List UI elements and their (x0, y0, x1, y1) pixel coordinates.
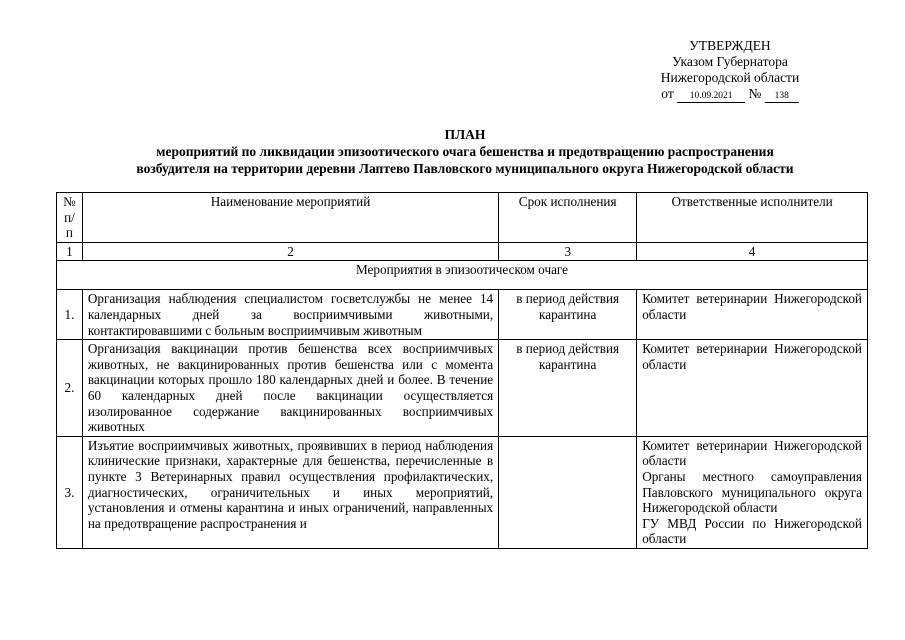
row-term: в период действия карантина (499, 290, 637, 340)
row-number: 3. (57, 436, 83, 548)
plan-subtitle-line2: возбудителя на территории деревни Лаптево Павловского муниципального округа Нижегородской области (136, 161, 794, 176)
column-number: 3 (499, 242, 637, 261)
section-title: Мероприятия в эпизоотическом очаге (57, 261, 868, 290)
column-number: 2 (82, 242, 498, 261)
table-row (57, 290, 868, 340)
header-term: Срок исполнения (499, 193, 637, 243)
header-number: № п/п (57, 193, 83, 243)
row-activity: Организация наблюдения специалистом госветслужбы не менее 14 календарных дней за восприимчивыми животными, контактировавшими с больным восприимчивым животным (82, 290, 498, 340)
approval-stamp (630, 38, 830, 103)
document-title (60, 126, 870, 177)
responsible-party: ГУ МВД России по Нижегородской области (642, 515, 862, 547)
row-term: в период действия карантина (499, 340, 637, 437)
plan-subtitle-line1: мероприятий по ликвидации эпизоотического очага бешенства и предотвращению распространения (156, 144, 774, 159)
header-activity: Наименование мероприятий (82, 193, 498, 243)
approval-decree: Указом Губернатора (672, 54, 788, 69)
section-row (57, 261, 868, 290)
responsible-party: Комитет ветеринарии Нижегородской области (642, 341, 862, 372)
responsible-party: Органы местного самоуправления Павловского муниципального округа Нижегородской области (642, 468, 862, 516)
column-number-row (57, 242, 868, 261)
plan-heading: ПЛАН (444, 127, 486, 142)
header-responsible: Ответственные исполнители (637, 193, 868, 243)
approval-heading: УТВЕРЖДЕН (689, 38, 771, 53)
approval-reference (630, 86, 830, 103)
row-responsible (637, 436, 868, 548)
column-number: 1 (57, 242, 83, 261)
approval-number-label: № (748, 86, 762, 101)
approval-date: 10.09.2021 (677, 91, 745, 103)
approval-from-label: от (661, 86, 674, 101)
plan-table (56, 192, 868, 549)
row-responsible (637, 340, 868, 437)
approval-number: 138 (765, 91, 799, 103)
table-header-row (57, 193, 868, 243)
table-row (57, 436, 868, 548)
row-number: 2. (57, 340, 83, 437)
row-activity: Организация вакцинации против бешенства всех восприимчивых животных, не вакцинированных против бешенства или с момента вакцинации которых прошло 180 календарных дней и более. В течение 60 календарных дней после вакцинации осуществляется изолированное содержание вакцинированных восприимчивых животных (82, 340, 498, 437)
row-number: 1. (57, 290, 83, 340)
table-row (57, 340, 868, 437)
row-responsible (637, 290, 868, 340)
responsible-party: Комитет ветеринарии Нижегородской области (642, 437, 862, 469)
column-number: 4 (637, 242, 868, 261)
responsible-party: Комитет ветеринарии Нижегородской области (642, 291, 862, 322)
approval-region: Нижегородской области (660, 70, 800, 85)
row-term (499, 436, 637, 548)
row-activity: Изъятие восприимчивых животных, проявивших в период наблюдения клинические признаки, характерные для бешенства, перечисленные в пункте 3 Ветеринарных правил осуществления профилактических, диагностических, ограничительных и иных мероприятий, установления и отмены карантина и иных ограничений, направленных на предотвращение распространения и (82, 436, 498, 548)
